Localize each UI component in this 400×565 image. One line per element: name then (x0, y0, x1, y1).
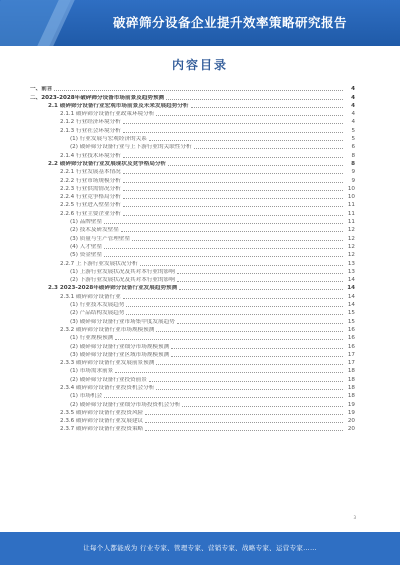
toc-entry-page: 11 (347, 219, 355, 226)
toc-entry-page: 17 (347, 351, 355, 358)
toc-leader-dots (123, 157, 343, 158)
toc-leader-dots (156, 389, 343, 390)
toc-entry-label: (2) 破碎筛分设备行业细分市场投资机会分析 (70, 401, 181, 408)
toc-entry-label: (2) 下游行业发展状况及其对本行业的影响 (70, 277, 175, 284)
toc-entry-page: 16 (347, 326, 355, 333)
toc-leader-dots (123, 198, 343, 199)
toc-leader-dots (123, 206, 343, 207)
toc-leader-dots (126, 306, 343, 307)
toc-entry-label: 二、2023-2028年破碎筛分设备市场前景及趋势预测 (30, 94, 165, 101)
toc-entry[interactable] (30, 408, 355, 416)
toc-entry-label: (1) 品牌壁垒 (70, 219, 103, 226)
toc-entry-label: 2.2.4 行业竞争格局分析 (60, 194, 121, 201)
toc-leader-dots (140, 265, 343, 266)
toc-leader-dots (171, 356, 343, 357)
toc-leader-dots (156, 364, 343, 365)
toc-leader-dots (54, 90, 343, 91)
toc-entry[interactable] (30, 366, 355, 374)
toc-entry[interactable] (30, 350, 355, 358)
toc-entry[interactable] (30, 275, 355, 283)
toc-entry-page: 18 (347, 376, 355, 383)
toc-entry-page: 13 (347, 268, 355, 275)
toc-leader-dots (182, 406, 343, 407)
toc-leader-dots (123, 190, 343, 191)
toc-entry[interactable] (30, 391, 355, 399)
toc-leader-dots (179, 289, 343, 290)
toc-leader-dots (123, 215, 343, 216)
toc-entry-label: (1) 市场机会 (70, 393, 103, 400)
toc-entry-label: 2.2.6 行业主要企业分析 (60, 210, 121, 217)
toc-entry-label: 2.1 破碎筛分设备行业宏观市场前景及未来发展趋势分析 (48, 102, 189, 109)
toc-leader-dots (104, 256, 343, 257)
toc-leader-dots (115, 372, 343, 373)
toc-entry[interactable] (30, 333, 355, 341)
toc-leader-dots (177, 323, 343, 324)
toc-leader-dots (121, 231, 343, 232)
toc-leader-dots (104, 248, 343, 249)
toc-leader-dots (123, 298, 343, 299)
toc-entry-label: 2.2 破碎筛分设备行业发展现状及竞争格局分析 (48, 160, 167, 167)
toc-entry[interactable] (30, 225, 355, 233)
toc-entry[interactable] (30, 175, 355, 183)
toc-leader-dots (145, 430, 343, 431)
toc-entry-page: 13 (347, 260, 355, 267)
toc-entry-label: 2.3 2023-2028年破碎筛分设备行业发展趋势预测 (48, 285, 178, 292)
toc-entry-label: 2.2.7 上下游行业发展状况分析 (60, 260, 138, 267)
toc-entry-label: 2.3.6 破碎筛分设备行业发展建议 (60, 418, 144, 425)
toc-entry[interactable] (30, 291, 355, 299)
toc-entry-page: 16 (347, 335, 355, 342)
report-title: 破碎筛分设备企业提升效率策略研究报告 (112, 15, 347, 30)
toc-entry-page: 16 (347, 343, 355, 350)
toc-leader-dots (145, 414, 343, 415)
toc-entry-page: 18 (347, 384, 355, 391)
toc-entry-page: 18 (347, 368, 355, 375)
toc-entry-label: 2.3.1 破碎筛分设备行业 (60, 293, 121, 300)
toc-entry-label: (3) 破碎筛分设备行业市场集中度发展趋势 (70, 318, 175, 325)
toc-entry[interactable] (30, 258, 355, 266)
toc-entry[interactable] (30, 233, 355, 241)
toc-entry-page: 5 (351, 136, 355, 143)
toc-entry[interactable] (30, 184, 355, 192)
toc-leader-dots (115, 339, 343, 340)
toc-leader-dots (177, 281, 343, 282)
toc-leader-dots (126, 314, 343, 315)
toc-leader-dots (168, 165, 343, 166)
toc-entry[interactable] (30, 399, 355, 407)
toc-entry-label: 2.2.2 行业市场规模分析 (60, 177, 121, 184)
toc-entry[interactable] (30, 308, 355, 316)
toc-entry-page: 4 (351, 102, 355, 109)
toc-entry[interactable] (30, 84, 355, 92)
toc-entry[interactable] (30, 217, 355, 225)
footer-slogan: 让每个人都能成为 行业专家、管理专家、营销专家、战略专家、运营专家…… (83, 544, 317, 552)
toc-entry-label: (2) 破碎筛分设备行业投资前景 (70, 376, 147, 383)
toc-entry-label: 2.3.7 破碎筛分设备行业投资策略 (60, 426, 144, 433)
toc-entry-label: 2.2.3 行业供需情况分析 (60, 185, 121, 192)
toc-entry[interactable] (30, 358, 355, 366)
toc-entry-page: 12 (347, 243, 355, 250)
toc-entry[interactable] (30, 341, 355, 349)
toc-leader-dots (177, 273, 343, 274)
toc-entry[interactable] (30, 125, 355, 133)
toc-entry-page: 12 (347, 235, 355, 242)
toc-entry-page: 4 (351, 111, 355, 118)
toc-entry-label: 2.1.2 行业经济环境分析 (60, 119, 121, 126)
toc-entry-label: (2) 产品结构发展趋势 (70, 310, 125, 317)
toc-entry[interactable] (30, 374, 355, 382)
toc-entry-label: 2.1.1 破碎筛分设备行业政策环境分析 (60, 111, 155, 118)
toc-entry-page: 14 (347, 277, 355, 284)
toc-entry[interactable] (30, 283, 355, 291)
page-number: 3 (353, 515, 356, 520)
toc-entry-label: 2.3.4 破碎筛分设备行业投资机会分析 (60, 384, 155, 391)
toc-entry-page: 12 (347, 252, 355, 259)
toc-entry[interactable] (30, 316, 355, 324)
toc-entry[interactable] (30, 424, 355, 432)
toc-entry-page: 15 (347, 318, 355, 325)
toc-leader-dots (171, 348, 343, 349)
toc-entry-label: 2.1.3 行业社会环境分析 (60, 127, 121, 134)
toc-entry-label: 一、前言 (30, 86, 53, 93)
toc-entry-label: (1) 市场需求前景 (70, 368, 114, 375)
toc-entry-page: 6 (351, 144, 355, 151)
toc-entry[interactable] (30, 250, 355, 258)
toc-entry-page: 10 (347, 185, 355, 192)
toc-entry[interactable] (30, 101, 355, 109)
toc-entry-page: 4 (351, 119, 355, 126)
toc-entry-label: 2.2.1 行业发展基本情况 (60, 169, 121, 176)
toc-leader-dots (156, 115, 343, 116)
toc-entry-page: 9 (351, 169, 355, 176)
toc-heading: 内容目录 (171, 58, 228, 72)
toc-entry-page: 19 (347, 409, 355, 416)
toc-entry-label: 2.2.5 行业进入壁垒分析 (60, 202, 121, 209)
toc-entry-page: 20 (347, 426, 355, 433)
toc-entry-page: 14 (347, 302, 355, 309)
table-of-contents (30, 84, 355, 432)
toc-leader-dots (132, 240, 343, 241)
toc-entry[interactable] (30, 242, 355, 250)
toc-leader-dots (123, 132, 343, 133)
toc-entry-label: (3) 破碎筛分设备行业区域市场规模预测 (70, 351, 170, 358)
toc-leader-dots (149, 381, 343, 382)
report-footer (0, 532, 400, 565)
toc-entry-page: 14 (347, 293, 355, 300)
toc-leader-dots (156, 331, 343, 332)
toc-entry-page: 10 (347, 194, 355, 201)
toc-entry-label: (1) 行业规模预测 (70, 335, 114, 342)
toc-entry-label: 2.3.3 破碎筛分设备行业发展前景预测 (60, 360, 155, 367)
toc-leader-dots (104, 223, 343, 224)
toc-entry-page: 4 (351, 94, 355, 101)
toc-leader-dots (194, 148, 343, 149)
toc-leader-dots (191, 107, 343, 108)
toc-leader-dots (104, 397, 343, 398)
toc-entry-page: 18 (347, 393, 355, 400)
toc-entry-label: 2.1.4 行业技术环境分析 (60, 152, 121, 159)
toc-entry-page: 14 (347, 285, 355, 292)
toc-entry-label: 2.3.2 破碎筛分设备行业市场规模预测 (60, 326, 155, 333)
toc-entry-label: (2) 破碎筛分设备行业细分市场规模预测 (70, 343, 170, 350)
toc-leader-dots (123, 182, 343, 183)
toc-entry-page: 12 (347, 227, 355, 234)
toc-leader-dots (123, 173, 343, 174)
toc-entry[interactable] (30, 200, 355, 208)
toc-entry[interactable] (30, 383, 355, 391)
toc-leader-dots (123, 123, 343, 124)
toc-entry[interactable] (30, 267, 355, 275)
toc-entry-label: 2.3.5 破碎筛分设备行业投资风险 (60, 409, 144, 416)
toc-entry[interactable] (30, 300, 355, 308)
toc-entry[interactable] (30, 167, 355, 175)
toc-entry-label: (1) 行业技术发展趋势 (70, 302, 125, 309)
toc-entry-label: (1) 行业发展与宏观经济的关系 (70, 136, 147, 143)
toc-entry-page: 9 (351, 177, 355, 184)
toc-entry[interactable] (30, 142, 355, 150)
toc-entry-page: 8 (351, 160, 355, 167)
toc-entry-page: 19 (347, 401, 355, 408)
toc-entry-label: (4) 人才壁垒 (70, 243, 103, 250)
toc-entry[interactable] (30, 117, 355, 125)
toc-entry[interactable] (30, 416, 355, 424)
toc-entry-label: (5) 资金壁垒 (70, 252, 103, 259)
toc-entry[interactable] (30, 325, 355, 333)
toc-entry-label: (1) 上游行业发展状况及其对本行业的影响 (70, 268, 175, 275)
toc-entry[interactable] (30, 192, 355, 200)
toc-entry[interactable] (30, 150, 355, 158)
toc-entry[interactable] (30, 208, 355, 216)
toc-entry[interactable] (30, 159, 355, 167)
toc-entry[interactable] (30, 92, 355, 100)
toc-entry-page: 11 (347, 210, 355, 217)
toc-leader-dots (145, 422, 343, 423)
toc-entry-label: (3) 质量与生产管理壁垒 (70, 235, 131, 242)
toc-entry-page: 11 (347, 202, 355, 209)
toc-entry[interactable] (30, 134, 355, 142)
toc-entry[interactable] (30, 109, 355, 117)
toc-leader-dots (166, 99, 343, 100)
toc-entry-label: (2) 技术及研发壁垒 (70, 227, 119, 234)
toc-entry-page: 5 (351, 127, 355, 134)
toc-entry-page: 17 (347, 360, 355, 367)
toc-entry-page: 20 (347, 418, 355, 425)
toc-entry-label: (2) 破碎筛分设备行业与上下游行业的关联性分析 (70, 144, 192, 151)
toc-entry-page: 4 (351, 86, 355, 93)
report-header (0, 0, 400, 46)
toc-leader-dots (149, 140, 343, 141)
toc-entry-page: 15 (347, 310, 355, 317)
toc-entry-page: 8 (351, 152, 355, 159)
